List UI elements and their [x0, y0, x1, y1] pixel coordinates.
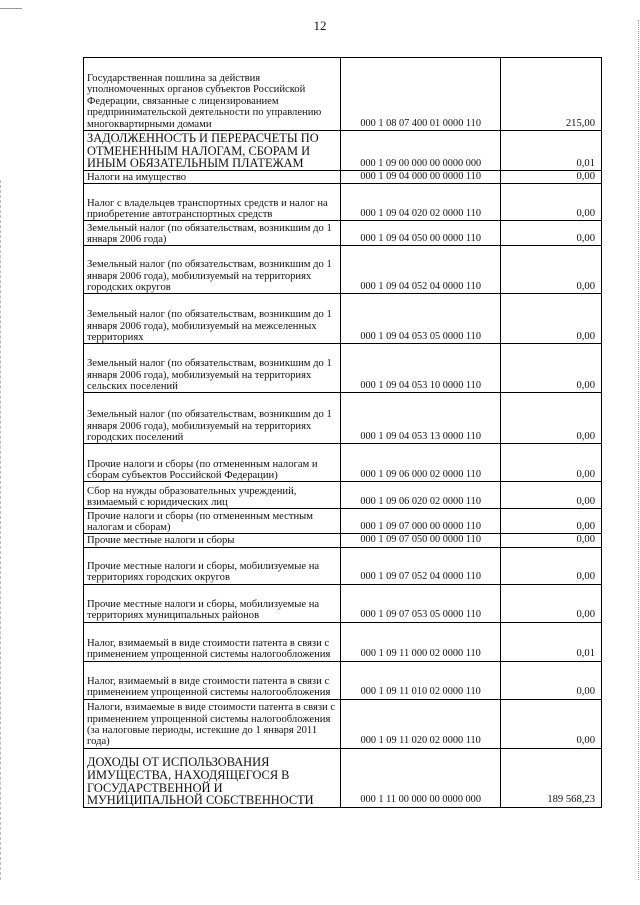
row-amount-cell: 0,00 [501, 482, 602, 509]
row-name-cell: Прочие местные налоги и сборы, мобилизуемые на территориях городских округов [84, 547, 341, 584]
revenue-table [83, 57, 602, 808]
table-row [84, 661, 602, 699]
row-amount-cell: 0,00 [501, 393, 602, 444]
row-code-cell: 000 1 09 04 053 05 0000 110 [340, 294, 500, 344]
scan-edge-mark [0, 180, 4, 880]
revenue-table-body [84, 58, 602, 808]
row-amount-cell: 0,00 [501, 171, 602, 184]
row-code-cell: 000 1 09 06 000 02 0000 110 [340, 444, 500, 482]
table-row [84, 622, 602, 661]
row-amount-cell: 0,00 [501, 584, 602, 622]
table-row [84, 509, 602, 534]
row-amount-cell: 0,00 [501, 534, 602, 547]
table-row [84, 246, 602, 294]
table-row [84, 748, 602, 807]
table-row [84, 482, 602, 509]
table-row [84, 221, 602, 246]
row-code-cell: 000 1 09 04 020 02 0000 110 [340, 184, 500, 221]
scan-edge-mark [0, 8, 22, 11]
row-code-cell: 000 1 09 00 000 00 0000 000 [340, 131, 500, 171]
row-amount-cell: 0,01 [501, 622, 602, 661]
table-row [84, 131, 602, 171]
row-name-cell: Налог, взимаемый в виде стоимости патента в связи с применением упрощенной системы налогообложения [84, 661, 341, 699]
row-name-cell: Налог с владельцев транспортных средств и налог на приобретение автотранспортных средств [84, 184, 341, 221]
table-row [84, 699, 602, 748]
row-code-cell: 000 1 09 11 000 02 0000 110 [340, 622, 500, 661]
row-name-cell: Земельный налог (по обязательствам, возникшим до 1 января 2006 года) [84, 221, 341, 246]
row-name-cell: Земельный налог (по обязательствам, возникшим до 1 января 2006 года), мобилизуемый на территориях городских округов [84, 246, 341, 294]
row-code-cell: 000 1 09 07 053 05 0000 110 [340, 584, 500, 622]
table-row [84, 547, 602, 584]
row-amount-cell: 0,00 [501, 509, 602, 534]
row-amount-cell: 0,00 [501, 661, 602, 699]
table-row [84, 344, 602, 393]
row-name-cell: ЗАДОЛЖЕННОСТЬ И ПЕРЕРАСЧЕТЫ ПО ОТМЕНЕННЫМ НАЛОГАМ, СБОРАМ И ИНЫМ ОБЯЗАТЕЛЬНЫМ ПЛАТЕЖАМ [84, 131, 341, 171]
table-row [84, 184, 602, 221]
row-code-cell: 000 1 08 07 400 01 0000 110 [340, 58, 500, 131]
table-row [84, 444, 602, 482]
row-code-cell: 000 1 09 06 020 02 0000 110 [340, 482, 500, 509]
table-row [84, 171, 602, 184]
row-name-cell: ДОХОДЫ ОТ ИСПОЛЬЗОВАНИЯ ИМУЩЕСТВА, НАХОДЯЩЕГОСЯ В ГОСУДАРСТВЕННОЙ И МУНИЦИПАЛЬНОЙ СОБСТВЕННОСТИ [84, 748, 341, 807]
row-amount-cell: 0,00 [501, 344, 602, 393]
page-number: 12 [313, 18, 327, 33]
row-code-cell: 000 1 09 07 050 00 0000 110 [340, 534, 500, 547]
row-amount-cell: 0,00 [501, 246, 602, 294]
row-amount-cell: 0,00 [501, 444, 602, 482]
row-name-cell: Налоги, взимаемые в виде стоимости патента в связи с применением упрощенной системы налогообложения (за налоговые периоды, истекшие до 1 января 2011 года) [84, 699, 341, 748]
table-row [84, 58, 602, 131]
row-code-cell: 000 1 09 04 000 00 0000 110 [340, 171, 500, 184]
row-amount-cell: 0,01 [501, 131, 602, 171]
row-name-cell: Прочие местные налоги и сборы [84, 534, 341, 547]
row-amount-cell: 215,00 [501, 58, 602, 131]
row-code-cell: 000 1 09 11 020 02 0000 110 [340, 699, 500, 748]
row-amount-cell: 0,00 [501, 547, 602, 584]
row-code-cell: 000 1 09 11 010 02 0000 110 [340, 661, 500, 699]
row-name-cell: Прочие налоги и сборы (по отмененным налогам и сборам субъектов Российской Федерации) [84, 444, 341, 482]
row-name-cell: Земельный налог (по обязательствам, возникшим до 1 января 2006 года), мобилизуемый на территориях сельских поселений [84, 344, 341, 393]
row-amount-cell: 0,00 [501, 184, 602, 221]
row-amount-cell: 0,00 [501, 699, 602, 748]
table-row [84, 534, 602, 547]
row-name-cell: Налог, взимаемый в виде стоимости патента в связи с применением упрощенной системы налогообложения [84, 622, 341, 661]
row-name-cell: Земельный налог (по обязательствам, возникшим до 1 января 2006 года), мобилизуемый на межселенных территориях [84, 294, 341, 344]
row-code-cell: 000 1 09 07 000 00 0000 110 [340, 509, 500, 534]
table-row [84, 584, 602, 622]
scan-edge-mark [636, 20, 639, 880]
row-name-cell: Налоги на имущество [84, 171, 341, 184]
row-amount-cell: 189 568,23 [501, 748, 602, 807]
row-name-cell: Государственная пошлина за действия уполномоченных органов субъектов Российской Федерации, связанные с лицензированием предпринимательской деятельности по управлению многоквартирными домами [84, 58, 341, 131]
row-amount-cell: 0,00 [501, 294, 602, 344]
row-code-cell: 000 1 09 07 052 04 0000 110 [340, 547, 500, 584]
row-code-cell: 000 1 09 04 053 13 0000 110 [340, 393, 500, 444]
table-row [84, 294, 602, 344]
row-name-cell: Прочие налоги и сборы (по отмененным местным налогам и сборам) [84, 509, 341, 534]
row-name-cell: Сбор на нужды образовательных учреждений, взимаемый с юридических лиц [84, 482, 341, 509]
row-code-cell: 000 1 11 00 000 00 0000 000 [340, 748, 500, 807]
row-code-cell: 000 1 09 04 052 04 0000 110 [340, 246, 500, 294]
row-code-cell: 000 1 09 04 053 10 0000 110 [340, 344, 500, 393]
row-amount-cell: 0,00 [501, 221, 602, 246]
row-code-cell: 000 1 09 04 050 00 0000 110 [340, 221, 500, 246]
row-name-cell: Прочие местные налоги и сборы, мобилизуемые на территориях муниципальных районов [84, 584, 341, 622]
row-name-cell: Земельный налог (по обязательствам, возникшим до 1 января 2006 года), мобилизуемый на территориях городских поселений [84, 393, 341, 444]
table-row [84, 393, 602, 444]
